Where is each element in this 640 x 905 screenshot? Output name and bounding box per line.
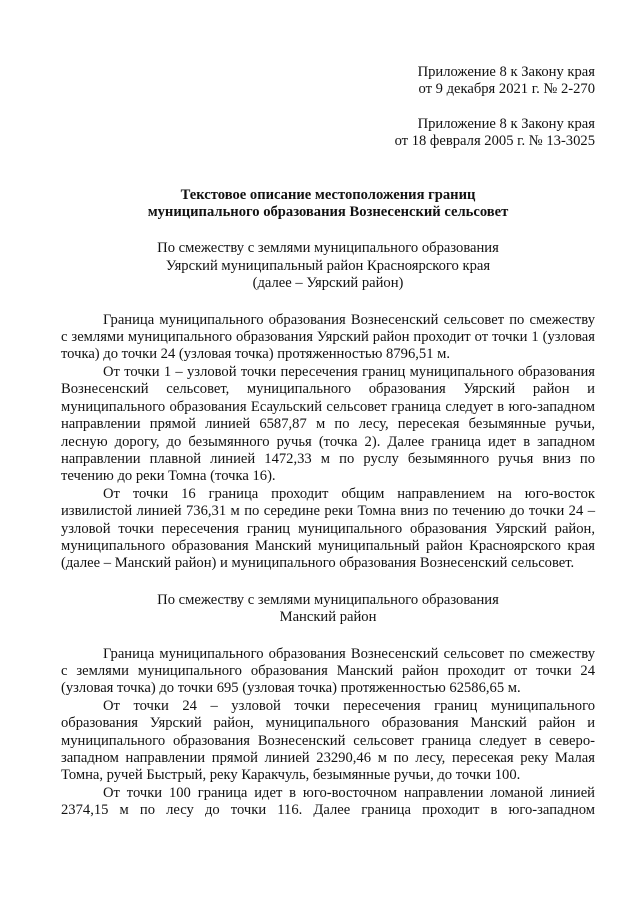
- section2-heading-line2: Манский район: [279, 609, 377, 626]
- annex-current-line1: Приложение 8 к Закону края: [417, 64, 595, 80]
- annex-prev-line1: Приложение 8 к Закону края: [417, 115, 595, 132]
- section1-paragraph-2: От точки 1 – узловой точки пересечения границ муниципального образования Вознесенский сельсовет, муниципального образования Уярский район и муниципального образования Есаульский сельсовет граница следует в юго-западном направлении прямой линией 6587,87 м по лесу, пересекая безымянные ручьи, лесную дорогу, до безымянного ручья (точка 2). Далее граница идет в западном направлении плавной линией 1472,33 м по руслу безымянного ручья вниз по течению до реки Томна (точка 16).: [61, 363, 595, 485]
- document-page: [61, 64, 595, 820]
- section2-heading: [61, 592, 595, 627]
- section2-paragraph-2: От точки 24 – узловой точки пересечения границ муниципального образования Уярский район, муниципального образования Манский район и муниципального образования Вознесенский сельсовет граница следует в северо-западном направлении прямой линией 23290,46 м по лесу, пересекая реку Малая Томна, ручей Быстрый, реку Каракчуль, безымянные ручьи, до точки 100.: [61, 697, 595, 784]
- section1-paragraph-3: От точки 16 граница проходит общим направлением на юго-восток извилистой линией 736,31 м по середине реки Томна вниз по течению до точки 24 – узловой точки пересечения границ муниципального образования Уярский район, муниципального образования Манский муниципальный район Красноярского края (далее – Манский район) и муниципального образования Вознесенский сельсовет.: [61, 485, 595, 572]
- section1-heading-line3: (далее – Уярский район): [252, 275, 404, 292]
- section1-heading-line2: Уярский муниципальный район Красноярского края: [165, 257, 491, 274]
- title-line2: муниципального образования Вознесенский сельсовет: [147, 204, 509, 221]
- section1-paragraph-1: Граница муниципального образования Вознесенский сельсовет по смежеству с землями муниципального образования Уярский район проходит от точки 1 (узловая точка) до точки 24 (узловая точка) протяженностью 8796,51 м.: [61, 311, 595, 363]
- spacer: [61, 99, 595, 116]
- annex-current-line2: от 9 декабря 2021 г. № 2-270: [418, 81, 595, 98]
- section2-paragraph-3: От точки 100 граница идет в юго-восточном направлении ломаной линией 2374,15 м по лесу до точки 116. Далее граница проходит в юго-западном: [61, 784, 595, 819]
- annex-prev-line2: от 18 февраля 2005 г. № 13-3025: [394, 133, 595, 150]
- section1-heading-line1: По смежеству с землями муниципального образования: [157, 240, 499, 257]
- document-title: [61, 187, 595, 222]
- annex-header: [61, 64, 595, 151]
- section1-heading: [61, 240, 595, 292]
- section2-heading-line1: По смежеству с землями муниципального образования: [157, 591, 499, 608]
- title-line1: Текстовое описание местоположения границ: [180, 186, 476, 203]
- section2-paragraph-1: Граница муниципального образования Вознесенский сельсовет по смежеству с землями муниципального образования Манский район проходит от точки 24 (узловая точка) до точки 695 (узловая точка) протяженностью 62586,65 м.: [61, 645, 595, 697]
